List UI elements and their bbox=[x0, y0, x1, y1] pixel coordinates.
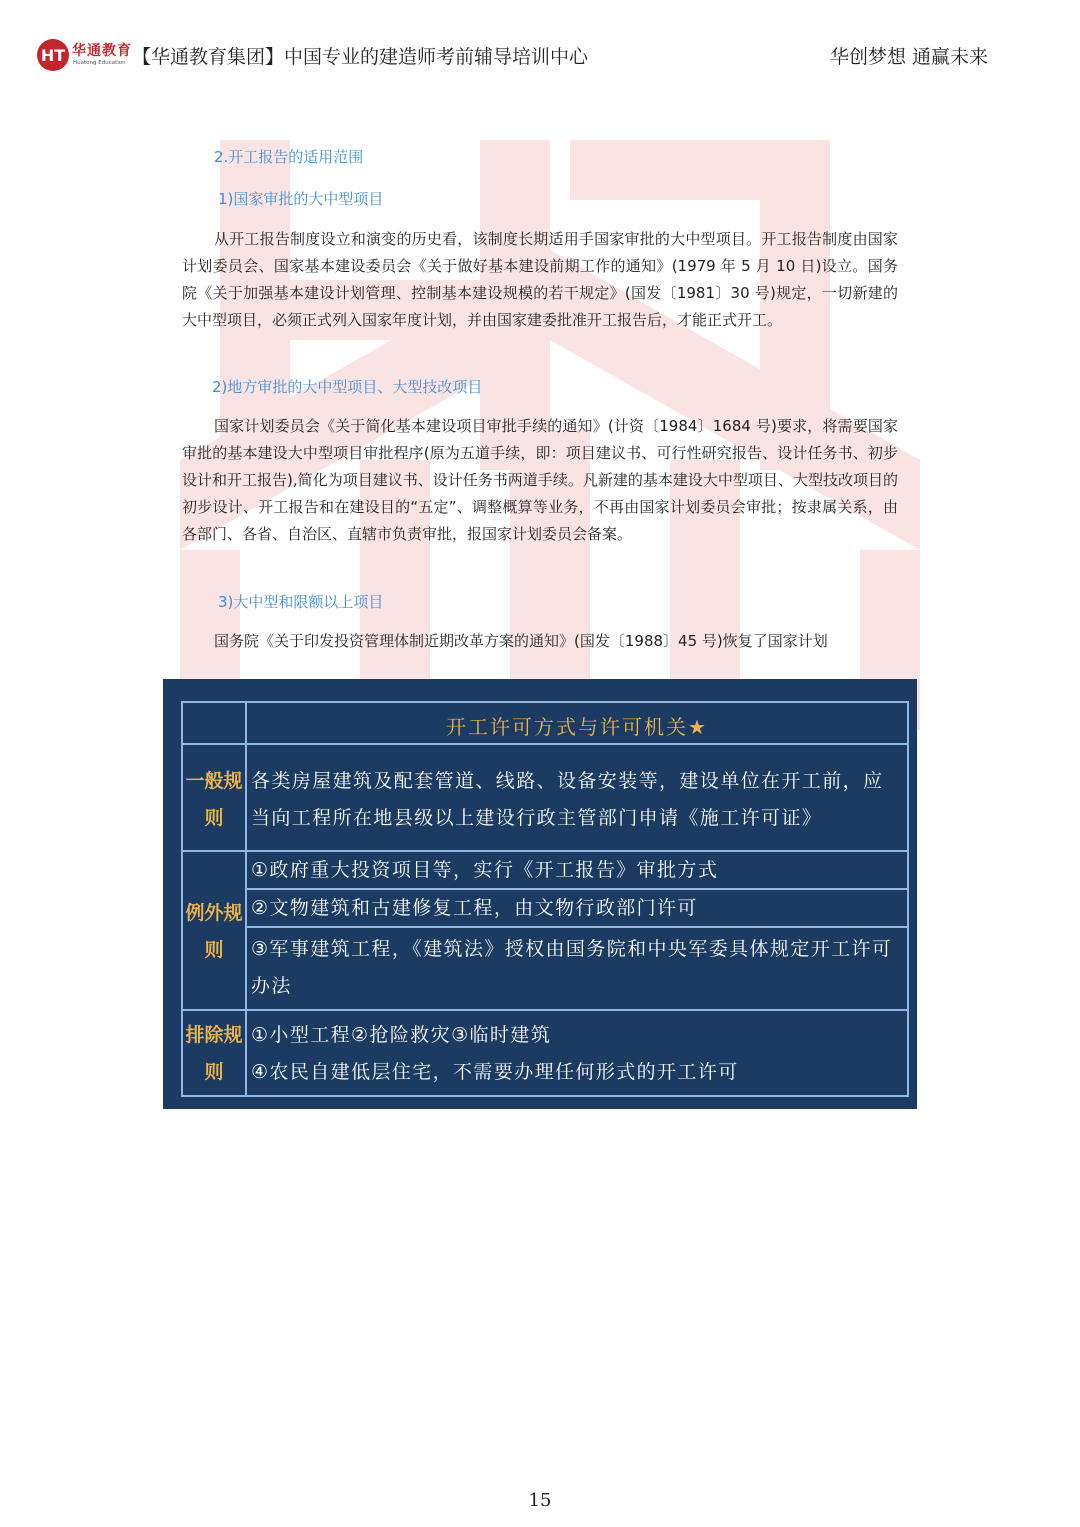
header-slogan: 华创梦想 通赢未来 bbox=[829, 46, 988, 68]
exclusion-rule-label: 排除规则 bbox=[185, 1024, 243, 1083]
subsection-heading-2: 2)地方审批的大中型项目、大型技改项目 bbox=[212, 378, 483, 396]
exception-item-2: ②文物建筑和古建修复工程，由文物行政部门许可 bbox=[251, 897, 698, 919]
row-divider bbox=[183, 1009, 907, 1011]
paragraph-3: 国务院《关于印发投资管理体制近期改革方案的通知》(国发〔1988〕45 号)恢复了国家计划 bbox=[214, 632, 828, 650]
row-divider bbox=[183, 743, 907, 745]
section-heading: 2.开工报告的适用范围 bbox=[214, 148, 364, 166]
paragraph-1: 从开工报告制度设立和演变的历史看，该制度长期适用手国家审批的大中型项目。开工报告制度由国家计划委员会、国家基本建设委员会《关于做好基本建设前期工作的通知》(1979 年 5 月 10 日)设立。国务院《关于加强基本建设计划管理、控制基本建设规模的若干规定》(国发〔1981〕30 号)规定，一切新建的大中型项目，必须正式列入国家年度计划，并由国家建委批准开工报告后，才能正式开工。 bbox=[182, 230, 898, 329]
permit-rules-table bbox=[163, 679, 917, 1109]
general-rule-text: 各类房屋建筑及配套管道、线路、设备安装等，建设单位在开工前，应当向工程所在地县级以上建设行政主管部门申请《施工许可证》 bbox=[251, 770, 884, 829]
exception-item-1: ①政府重大投资项目等，实行《开工报告》审批方式 bbox=[251, 859, 719, 881]
rules-grid bbox=[181, 701, 909, 1097]
logo-subtext: Huatong Education bbox=[73, 60, 126, 66]
general-rule-label: 一般规则 bbox=[185, 770, 243, 829]
paragraph-2: 国家计划委员会《关于简化基本建设项目审批手续的通知》(计资〔1984〕1684 号)要求，将需要国家审批的基本建设大中型项目审批程序(原为五道手续，即：项目建议书、可行性研究报告、设计任务书、初步设计和开工报告),简化为项目建议书、设计任务书两道手续。凡新建的基本建设大中型项目、大型技改项目的初步设计、开工报告和在建设目的“五定”、调整概算等业务，不再由国家计划委员会审批；按隶属关系，由各部门、各省、自治区、直辖市负责审批，报国家计划委员会备案。 bbox=[182, 417, 898, 543]
subsection-heading-1: 1)国家审批的大中型项目 bbox=[218, 190, 384, 208]
column-divider bbox=[245, 703, 247, 1095]
svg-text:HT: HT bbox=[40, 46, 66, 65]
exclusion-item-2: ④农民自建低层住宅，不需要办理任何形式的开工许可 bbox=[251, 1061, 739, 1083]
huatong-logo-icon bbox=[36, 38, 70, 72]
page-header bbox=[36, 36, 996, 76]
subsection-heading-3: 3)大中型和限额以上项目 bbox=[218, 593, 384, 611]
logo-text: 华通教育 bbox=[72, 43, 132, 59]
table-title: 开工许可方式与许可机关★ bbox=[446, 715, 708, 739]
org-tagline: 【华通教育集团】中国专业的建造师考前辅导培训中心 bbox=[132, 46, 589, 68]
page-number: 15 bbox=[528, 1490, 552, 1511]
exclusion-item-1: ①小型工程②抢险救灾③临时建筑 bbox=[251, 1024, 552, 1046]
exception-item-3: ③军事建筑工程，《建筑法》授权由国务院和中央军委具体规定开工许可办法 bbox=[251, 938, 893, 997]
exception-rule-label: 例外规则 bbox=[185, 902, 243, 961]
